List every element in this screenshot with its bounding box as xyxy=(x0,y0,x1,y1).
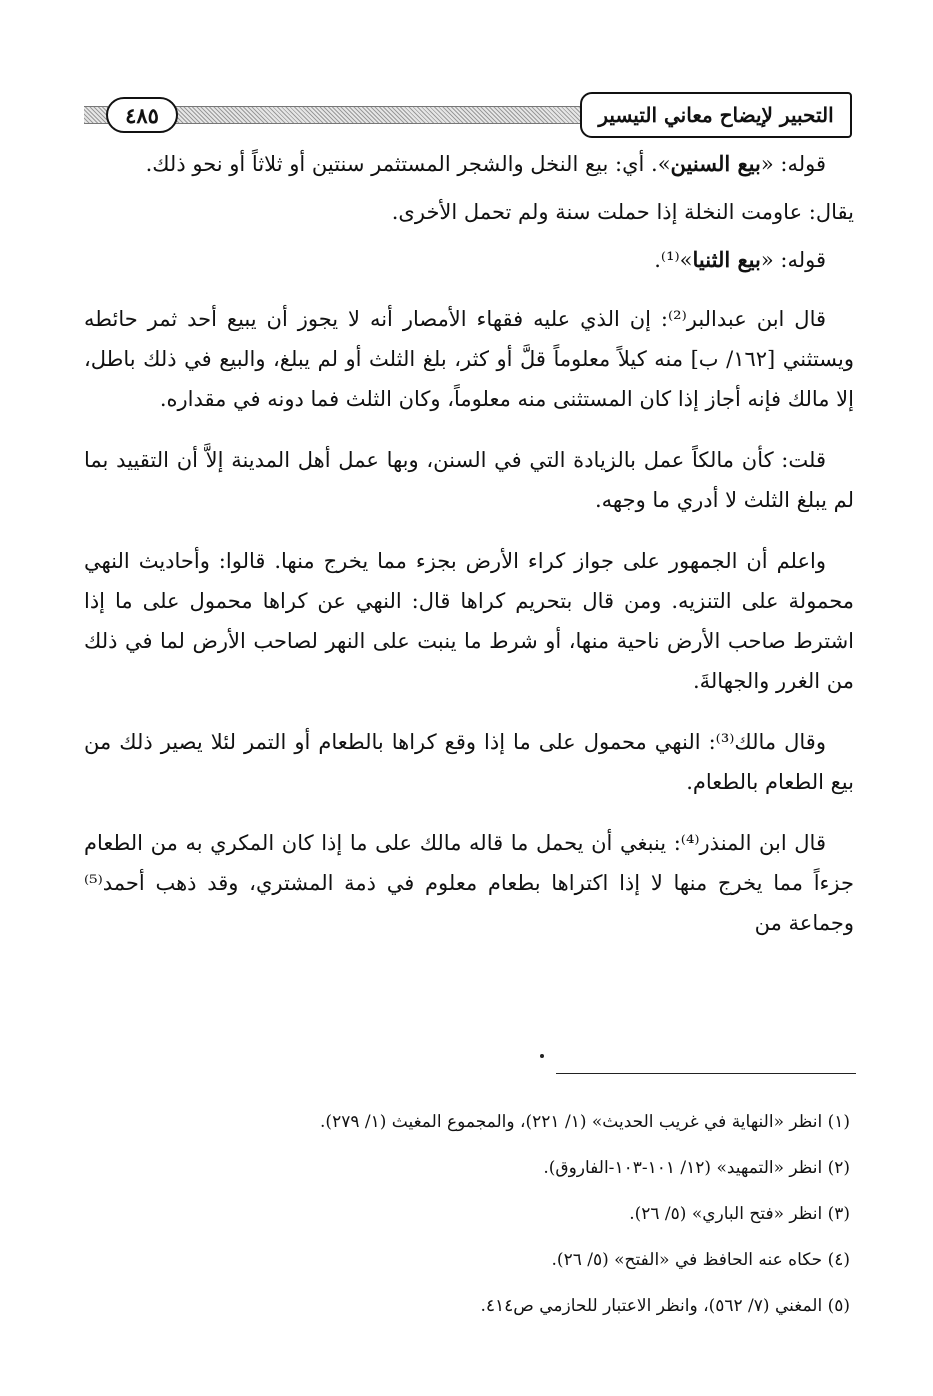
header-ornament-band xyxy=(174,106,582,124)
footnote: (١) انظر «النهاية في غريب الحديث» (١/ ٢٢١)، والمجموع المغيث (١/ ٢٧٩). xyxy=(320,1112,850,1132)
lemma: بيع السنين xyxy=(670,151,761,176)
paragraph-prefix: قوله: « xyxy=(760,152,826,176)
paragraph: واعلم أن الجمهور على جواز كراء الأرض بجزء مما يخرج منها. قالوا: وأحاديث النهي محمولة على التنزيه. ومن قال بتحريم كراها قال: النهي عن كراها محمول على ما إذا اشترط صاحب الأرض ناحية منها، أو شرط ما ينبت على النهر لصاحب الأرض لما في ذلك من الغرر والجهالةَ. xyxy=(84,549,854,693)
footnote: (٤) حكاه عنه الحافظ في «الفتح» (٥/ ٢٦). xyxy=(551,1250,850,1270)
footnote: (٥) المغني (٧/ ٥٦٢)، وانظر الاعتبار للحازمي ص٤١٤. xyxy=(480,1296,850,1316)
main-text xyxy=(84,146,854,964)
paragraph-text: »⁽¹⁾. xyxy=(654,248,693,272)
header-ornament-band xyxy=(84,106,108,124)
ink-dot xyxy=(540,1054,544,1058)
paragraph: قال ابن عبدالبر⁽²⁾: إن الذي عليه فقهاء الأمصار أنه لا يجوز أن يبيع أحد ثمر حائطه ويستثني [١٦٢/ ب] منه كيلاً معلوماً قلَّ أو كثر، بلغ الثلث أو لم يبلغ، والبيع في ذلك باطل، إلا مالك فإنه أجاز إذا كان المستثنى منه معلوماً، وكان الثلث فما دونه في مقداره. xyxy=(84,307,854,411)
paragraph: قال ابن المنذر⁽⁴⁾: ينبغي أن يحمل ما قاله مالك على ما إذا كان المكري به من الطعام جزءاً مما يخرج منها لا إذا اكتراها بطعام معلوم في ذمة المشتري، وقد ذهب أحمد⁽⁵⁾ وجماعة من xyxy=(84,831,854,935)
lemma: بيع الثنيا xyxy=(692,247,761,272)
footnote: (٣) انظر «فتح الباري» (٥/ ٢٦). xyxy=(629,1204,850,1224)
page-number: ٤٨٥ xyxy=(106,97,178,133)
footnote-separator xyxy=(556,1073,856,1074)
footnotes xyxy=(84,1110,854,1340)
book-title: التحبير لإيضاح معاني التيسير xyxy=(580,92,852,138)
paragraph: قلت: كأن مالكاً عمل بالزيادة التي في السنن، وبها عمل أهل المدينة إلاَّ أن التقييد بما لم يبلغ الثلث لا أدري ما وجهه. xyxy=(84,448,854,512)
footnote: (٢) انظر «التمهيد» (١٢/ ١٠١-١٠٣-الفاروق). xyxy=(543,1158,850,1178)
paragraph-text: ». أي: بيع النخل والشجر المستثمر سنتين أو ثلاثاً أو نحو ذلك. xyxy=(145,152,671,176)
paragraph xyxy=(84,242,854,278)
running-header xyxy=(84,92,852,138)
paragraph: وقال مالك⁽³⁾: النهي محمول على ما إذا وقع كراها بالطعام أو التمر لئلا يصير ذلك من بيع الطعام بالطعام. xyxy=(84,730,854,794)
paragraph: يقال: عاومت النخلة إذا حملت سنة ولم تحمل الأخرى. xyxy=(391,200,854,224)
paragraph xyxy=(84,146,854,182)
paragraph-prefix: قوله: « xyxy=(760,248,826,272)
